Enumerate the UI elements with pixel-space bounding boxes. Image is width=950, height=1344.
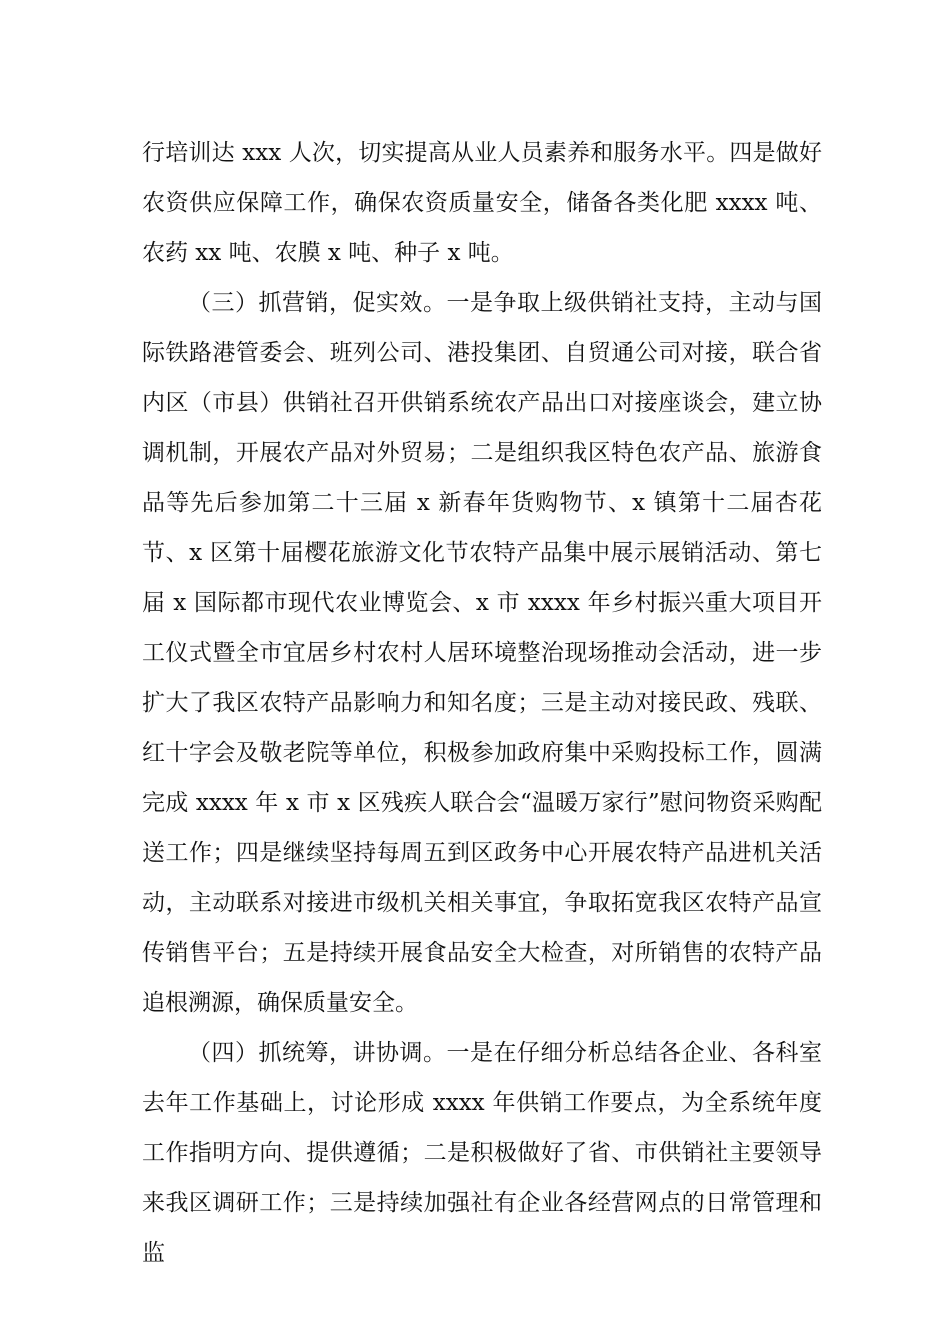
paragraph-2: （三）抓营销，促实效。一是争取上级供销社支持，主动与国际铁路港管委会、班列公司、港投集团、自贸通公司对接，联合省内区（市县）供销社召开供销系统农产品出口对接座谈会，建立协调机制，开展农产品对外贸易；二是组织我区特色农产品、旅游食品等先后参加第二十三届 x 新春年货购物节、x 镇第十二届杏花节、x 区第十届樱花旅游文化节农特产品集中展示展销活动、第七届 x 国际都市现代农业博览会、x 市 xxxx 年乡村振兴重大项目开工仪式暨全市宜居乡村农村人居环境整治现场推动会活动，进一步扩大了我区农特产品影响力和知名度；三是主动对接民政、残联、红十字会及敬老院等单位，积极参加政府集中采购投标工作，圆满完成 xxxx 年 x 市 x 区残疾人联合会“温暖万家行”慰问物资采购配送工作；四是继续坚持每周五到区政务中心开展农特产品进机关活动，主动联系对接进市级机关相关事宜，争取拓宽我区农特产品宣传销售平台；五是持续开展食品安全大检查，对所销售的农特产品追根溯源，确保质量安全。: [142, 290, 822, 1016]
paragraph-1: 行培训达 xxx 人次，切实提高从业人员素养和服务水平。四是做好农资供应保障工作，确保农资质量安全，储备各类化肥 xxxx 吨、农药 xx 吨、农膜 x 吨、种子 x 吨。: [142, 140, 822, 266]
paragraph-3: （四）抓统筹，讲协调。一是在仔细分析总结各企业、各科室去年工作基础上，讨论形成 xxxx 年供销工作要点，为全系统年度工作指明方向、提供遵循；二是积极做好了省、市供销社主要领导来我区调研工作；三是持续加强社有企业各经营网点的日常管理和监: [142, 1040, 822, 1266]
document-body: [142, 128, 822, 1278]
